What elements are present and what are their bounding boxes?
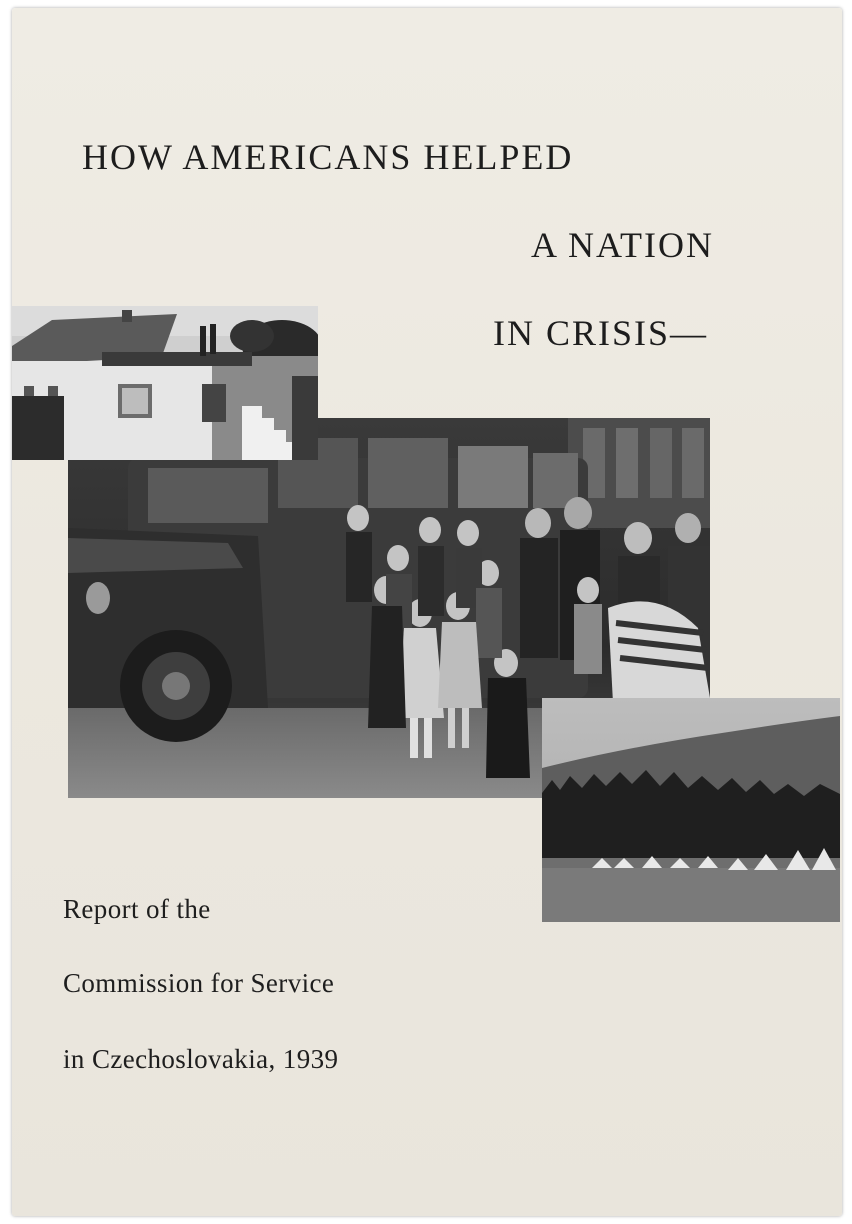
booklet-cover	[12, 8, 842, 1216]
subtitle-line-1: Report of the	[63, 894, 211, 924]
title-line-3: IN CRISIS—	[492, 313, 708, 353]
house-photo	[12, 306, 318, 460]
camp-photo	[542, 698, 840, 922]
subtitle-line-3: in Czechoslovakia, 1939	[63, 1044, 339, 1074]
subtitle-line-2: Commission for Service	[63, 968, 335, 998]
title-line-2: A NATION	[531, 225, 714, 265]
title-line-1: HOW AMERICANS HELPED	[82, 137, 574, 177]
